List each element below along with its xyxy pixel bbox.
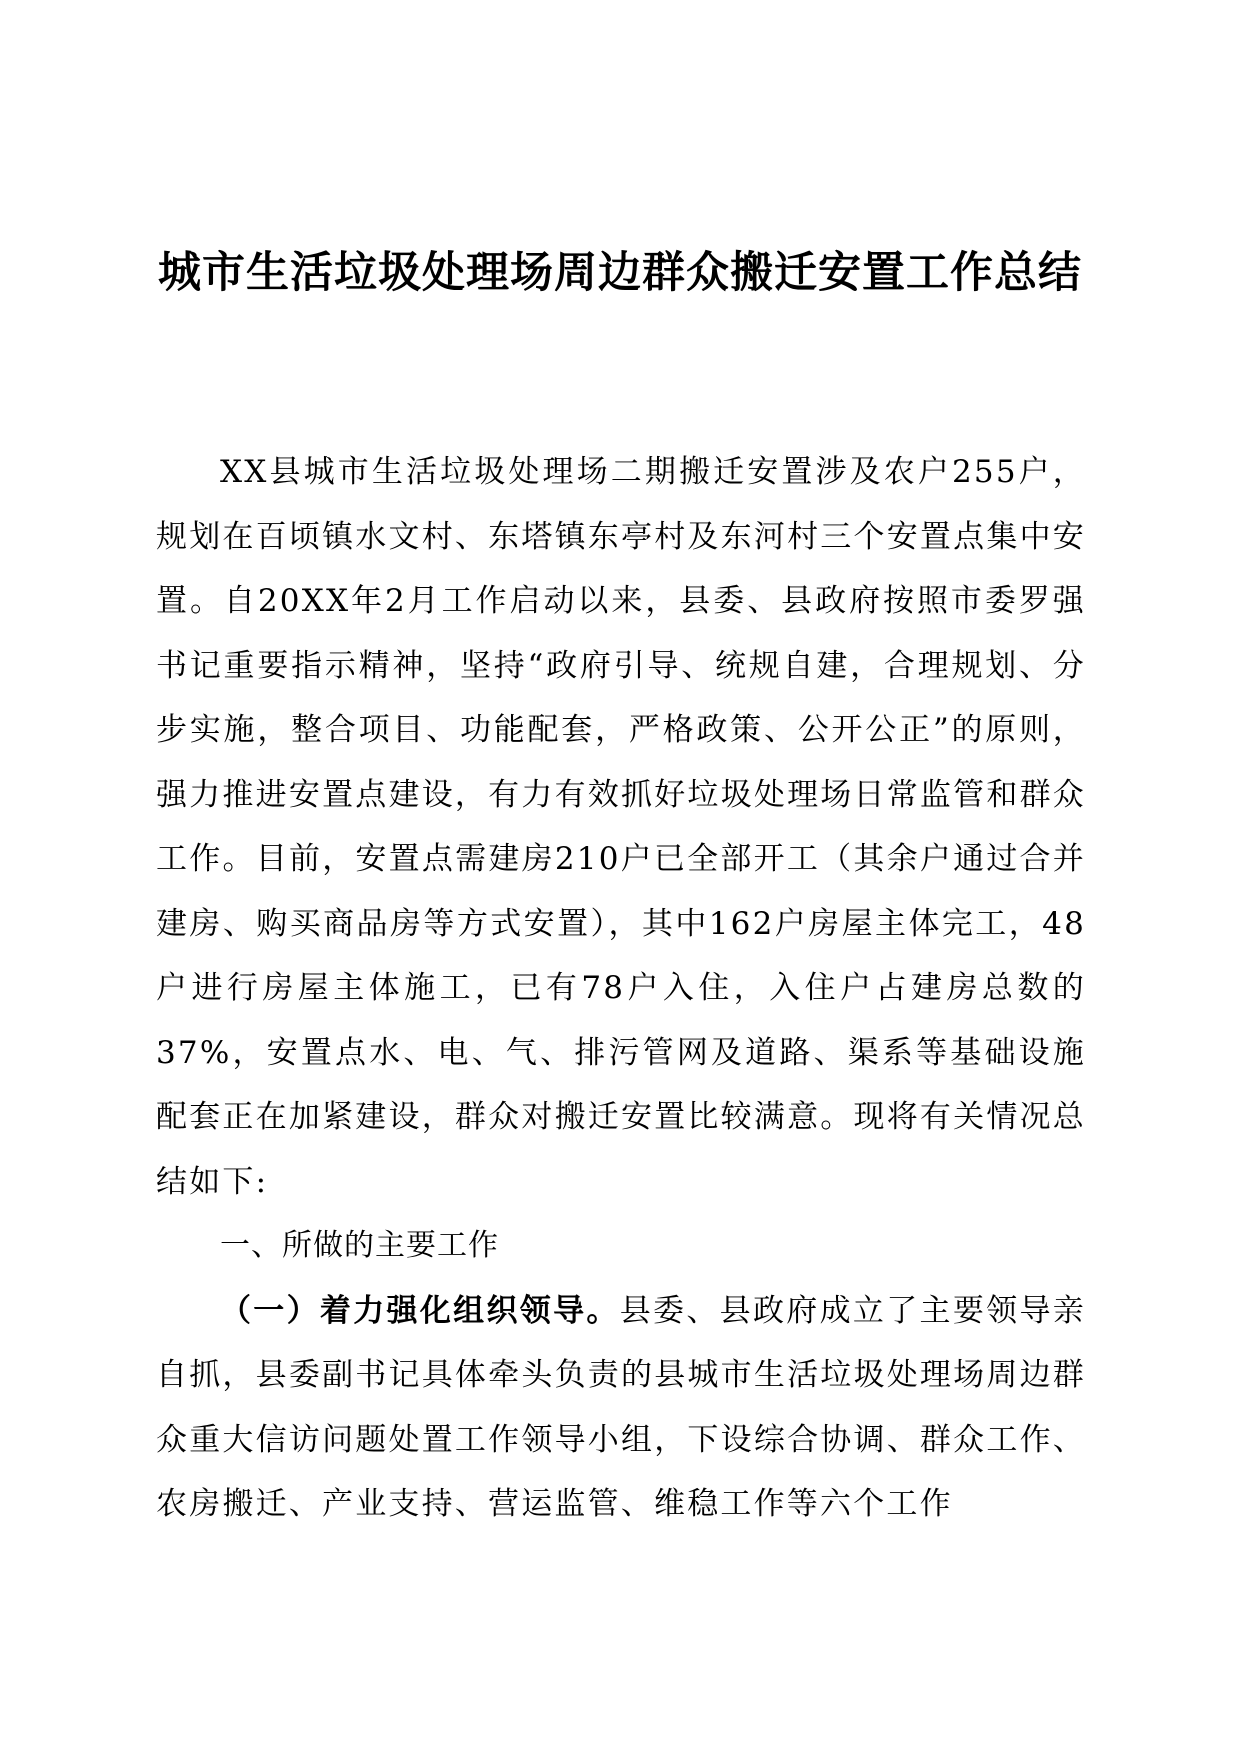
subsection-text: 县委、县政府成立了主要领导亲自抓，县委副书记具体牵头负责的县城市生活垃圾处理场周边群众重大信访问题处置工作领导小组，下设综合协调、群众工作、农房搬迁、产业支持、营运监管、维稳工作等六个工作: [156, 1292, 1086, 1522]
subsection-paragraph: [156, 1279, 1086, 1537]
subsection-lead: （一）着力强化组织领导。: [220, 1292, 620, 1329]
section-heading: 一、所做的主要工作: [220, 1228, 499, 1263]
document-title: 城市生活垃圾处理场周边群众搬迁安置工作总结: [158, 248, 1082, 298]
intro-paragraph: XX县城市生活垃圾处理场二期搬迁安置涉及农户255户，规划在百顷镇水文村、东塔镇东亭村及东河村三个安置点集中安置。自20XX年2月工作启动以来，县委、县政府按照市委罗强书记重要指示精神，坚持“政府引导、统规自建，合理规划、分步实施，整合项目、功能配套，严格政策、公开公正”的原则，强力推进安置点建设，有力有效抓好垃圾处理场日常监管和群众工作。目前，安置点需建房210户已全部开工（其余户通过合并建房、购买商品房等方式安置），其中162户房屋主体完工，48户进行房屋主体施工，已有78户入住，入住户占建房总数的37%，安置点水、电、气、排污管网及道路、渠系等基础设施配套正在加紧建设，群众对搬迁安置比较满意。现将有关情况总结如下:: [156, 454, 1086, 1200]
document-body: [156, 440, 1086, 1537]
